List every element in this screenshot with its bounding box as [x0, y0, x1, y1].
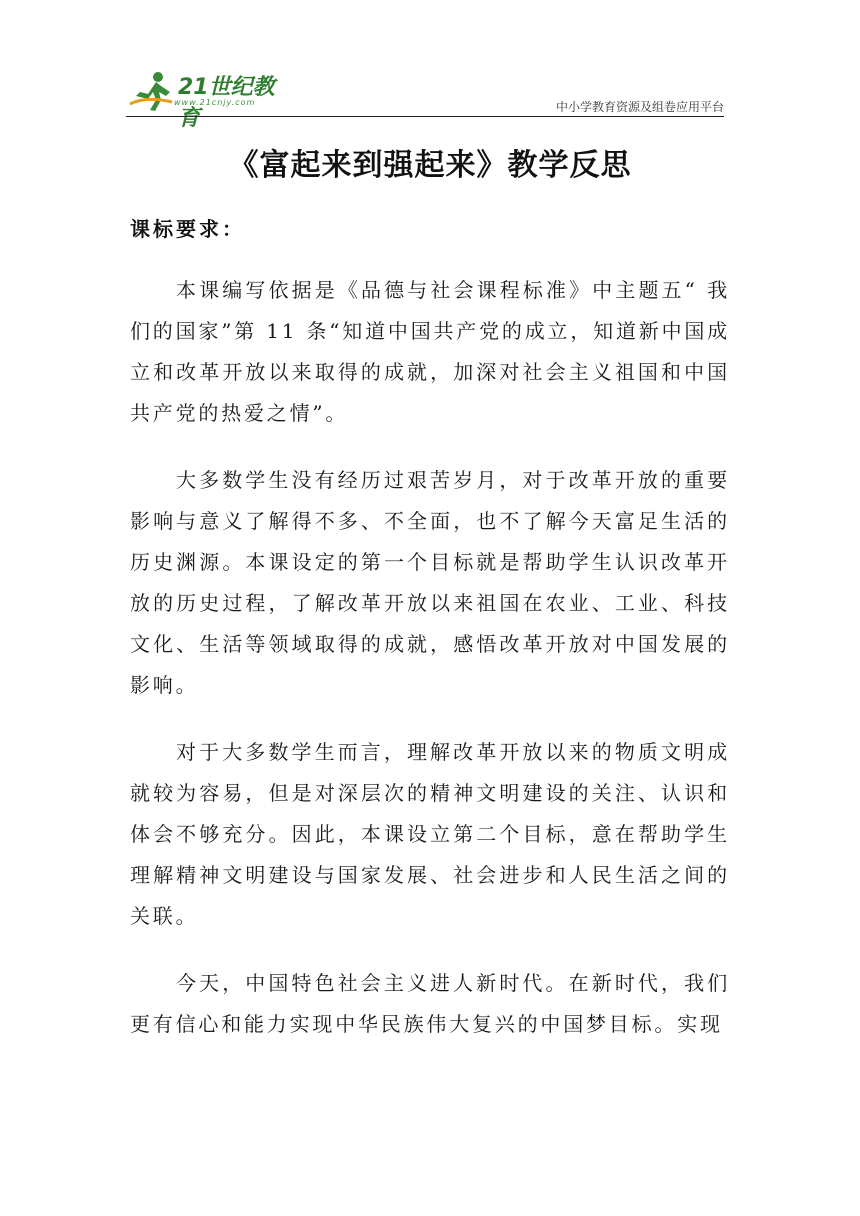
page-header [126, 68, 724, 131]
header-tagline: 中小学教育资源及组卷应用平台 [555, 100, 724, 114]
logo [126, 68, 296, 131]
header-divider [126, 116, 724, 117]
document-body [130, 270, 730, 1071]
logo-url: www.21cnjy.com [174, 98, 256, 107]
paragraph: 今天，中国特色社会主义进人新时代。在新时代，我们更有信心和能力实现中华民族伟大复兴的中国梦目标。实现 [130, 971, 730, 1036]
section-heading: 课标要求： [130, 217, 245, 241]
logo-text: 21世纪教育 [178, 75, 275, 131]
paragraph: 对于大多数学生而言，理解改革开放以来的物质文明成就较为容易，但是对深层次的精神文明建设的关注、认识和体会不够充分。因此，本课设立第二个目标，意在帮助学生理解精神文明建设与国家发展、社会进步和人民生活之间的关联。 [130, 740, 730, 928]
document-title: 《富起来到强起来》教学反思 [228, 148, 632, 183]
paragraph: 大多数学生没有经历过艰苦岁月，对于改革开放的重要影响与意义了解得不多、不全面，也不了解今天富足生活的历史渊源。本课设定的第一个目标就是帮助学生认识改革开放的历史过程，了解改革开放以来祖国在农业、工业、科技文化、生活等领域取得的成就，感悟改革开放对中国发展的影响。 [130, 468, 730, 697]
runner-logo-icon [126, 70, 176, 112]
paragraph: 本课编写依据是《品德与社会课程标准》中主题五“ 我们的国家”第 11 条“知道中国共产党的成立，知道新中国成立和改革开放以来取得的成就，加深对社会主义祖国和中国共产党的热爱之情”。 [130, 278, 730, 425]
